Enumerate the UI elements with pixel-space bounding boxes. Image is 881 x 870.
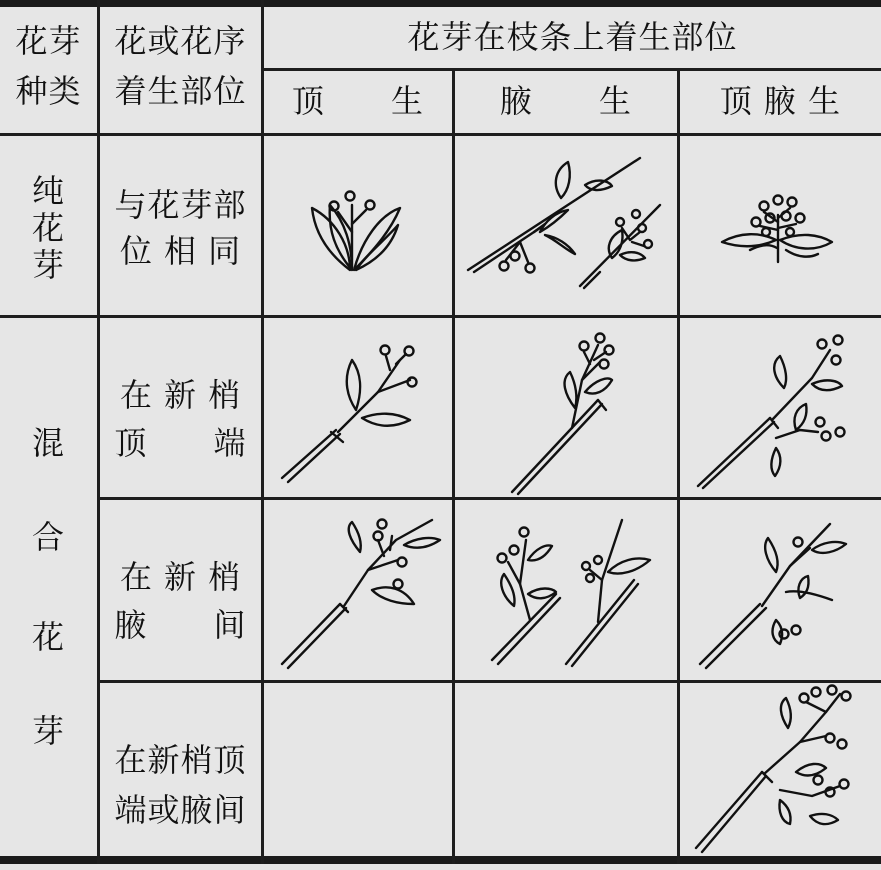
mixed-top-both-drawing — [698, 336, 845, 489]
mixed-both-both-drawing — [696, 686, 851, 853]
pure-terminal-axillary-drawing — [722, 196, 832, 263]
mixed-top-location-line2: 顶 端 — [114, 424, 247, 462]
mixed-axil-both-drawing — [700, 524, 846, 668]
pure-terminal-drawing — [312, 192, 400, 271]
header-position-title: 花芽在枝条上着生部位 — [407, 18, 738, 56]
header-terminal: 顶 生 — [291, 82, 424, 120]
mixed-bud-char-2: 合 — [31, 518, 65, 556]
pure-axillary-drawing — [468, 158, 660, 288]
header-bud-type-line1: 花芽 — [15, 22, 82, 60]
mixed-bud-char-1: 混 — [31, 424, 65, 462]
mixed-both-location-line1: 在新梢顶 — [114, 741, 247, 779]
mixed-bud-char-3: 花 — [31, 618, 65, 656]
pure-bud-char-3: 芽 — [31, 246, 65, 284]
header-flower-location-line1: 花或花序 — [114, 22, 247, 60]
mixed-axil-axillary-drawing — [492, 520, 650, 666]
mixed-bud-char-4: 芽 — [31, 712, 65, 750]
mixed-axil-terminal-drawing — [282, 520, 440, 669]
header-bud-type-line2: 种类 — [15, 72, 82, 110]
mixed-axil-location-line2: 腋 间 — [114, 606, 247, 644]
header-flower-location-line2: 着生部位 — [114, 72, 247, 110]
mixed-axil-location-line1: 在 新 梢 — [119, 558, 242, 596]
mixed-top-axillary-drawing — [512, 334, 614, 495]
pure-location-line2: 位 相 同 — [119, 232, 242, 270]
mixed-both-location-line2: 端或腋间 — [114, 791, 247, 829]
header-axillary: 腋 生 — [499, 82, 632, 120]
pure-bud-char-2: 花 — [31, 209, 65, 247]
pure-location-line1: 与花芽部 — [114, 186, 247, 224]
mixed-top-location-line1: 在 新 梢 — [119, 376, 242, 414]
mixed-top-terminal-drawing — [282, 346, 417, 483]
pure-bud-char-1: 纯 — [31, 172, 65, 210]
header-terminal-axillary: 顶 腋 生 — [719, 82, 842, 120]
